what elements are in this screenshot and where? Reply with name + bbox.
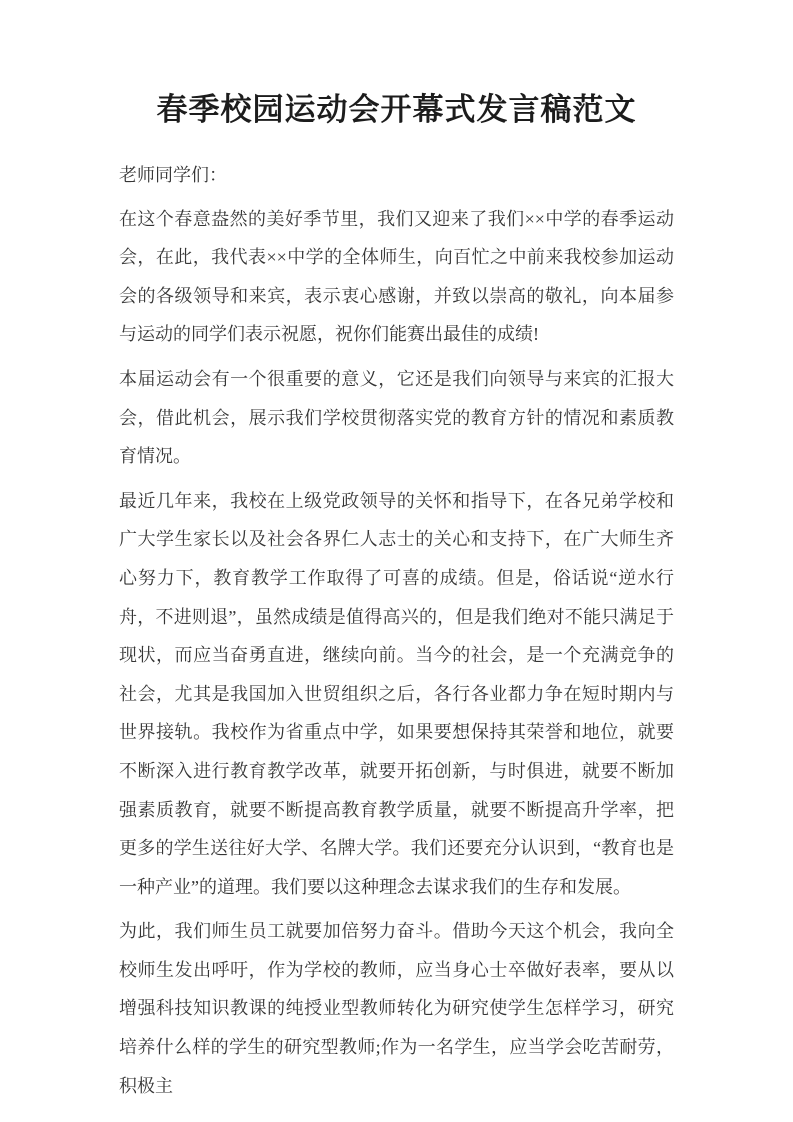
document-title: 春季校园运动会开幕式发言稿范文	[156, 92, 637, 127]
paragraph-3: 最近几年来，我校在上级党政领导的关怀和指导下，在各兄弟学校和广大学生家长以及社会各界仁人志士的关心和支持下，在广大师生齐心努力下，教育教学工作取得了可喜的成绩。但是，俗话说“逆水行舟，不进则退”，虽然成绩是值得高兴的，但是我们绝对不能只满足于现状，而应当奋勇直进，继续向前。当今的社会，是一个充满竞争的社会，尤其是我国加入世贸组织之后，各行各业都力争在短时期内与世界接轨。我校作为省重点中学，如果要想保持其荣誉和地位，就要不断深入进行教育教学改革，就要开拓创新，与时俱进，就要不断加强素质教育，就要不断提高教育教学质量，就要不断提高升学率，把更多的学生送往好大学、名牌大学。我们还要充分认识到，“教育也是一种产业”的道理。我们要以这种理念去谋求我们的生存和发展。	[119, 490, 674, 897]
salutation-line: 老师同学们：	[119, 165, 227, 185]
paragraph-1: 在这个春意盎然的美好季节里，我们又迎来了我们××中学的春季运动会，在此，我代表××中学的全体师生，向百忙之中前来我校参加运动会的各级领导和来宾，表示衷心感谢，并致以崇高的敬礼，向本届参与运动的同学们表示祝愿，祝你们能赛出最佳的成绩!	[119, 208, 674, 345]
paragraph-4: 为此，我们师生员工就要加倍努力奋斗。借助今天这个机会，我向全校师生发出呼吁，作为学校的教师，应当身心士卒做好表率，要从以增强科技知识教课的纯授业型教师转化为研究使学生怎样学习，研究培养什么样的学生的研究型教师;作为一名学生，应当学会吃苦耐劳，积极主	[119, 921, 674, 1096]
paragraph-2: 本届运动会有一个很重要的意义，它还是我们向领导与来宾的汇报大会，借此机会，展示我们学校贯彻落实党的教育方针的情况和素质教育情况。	[119, 368, 674, 467]
document-body	[119, 200, 674, 1106]
